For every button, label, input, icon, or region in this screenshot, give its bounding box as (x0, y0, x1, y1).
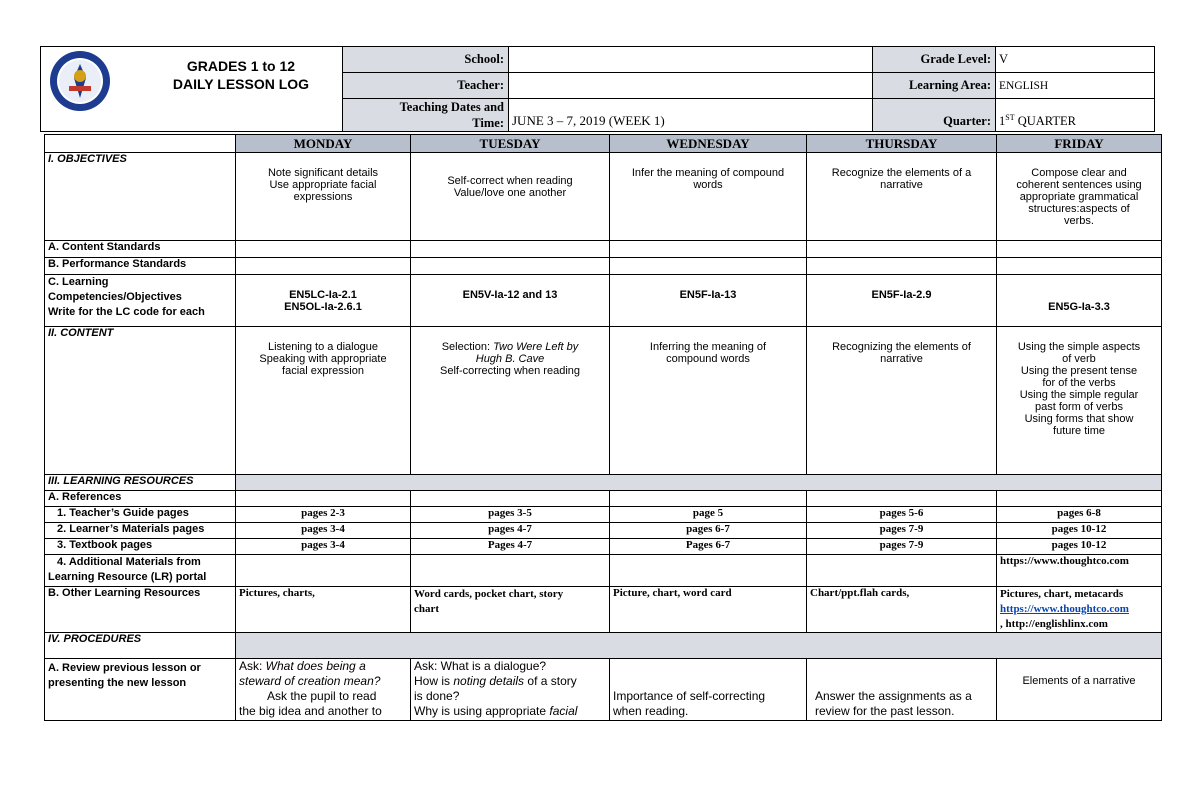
text-line: when reading. (613, 704, 689, 718)
procedures-label: IV. PROCEDURES (45, 633, 236, 659)
day-wednesday: WEDNESDAY (610, 135, 807, 153)
content-friday (997, 327, 1162, 475)
text-line: words (693, 179, 723, 191)
textbook-row (45, 539, 1162, 555)
text-line: expressions (293, 191, 353, 203)
text-line (239, 674, 407, 689)
text-line: Pictures, chart, metacards (1000, 588, 1124, 600)
text-line: Self-correcting when reading (439, 365, 581, 377)
lm-monday: pages 3-4 (236, 523, 411, 539)
tg-wednesday: page 5 (610, 507, 807, 523)
text-line: Listening to a dialogue (267, 341, 379, 353)
learners-materials-row (45, 523, 1162, 539)
quarter-value (996, 99, 1155, 132)
text-line: Self-correct when reading (447, 175, 573, 187)
school-label: School: (343, 47, 509, 73)
text-line: past form of verbs (1034, 401, 1124, 413)
text-line: Speaking with appropriate (259, 353, 387, 365)
content-thursday (807, 327, 997, 475)
objectives-monday (236, 153, 411, 241)
objectives-tuesday (411, 153, 610, 241)
text-line: Using the simple regular (1019, 389, 1139, 401)
text-line: future time (1053, 425, 1105, 437)
content-wednesday (610, 327, 807, 475)
title-line-1: GRADES 1 to 12 (186, 58, 296, 74)
text-line: Compose clear and (1031, 167, 1127, 179)
other-friday (997, 587, 1162, 633)
references-row (45, 491, 1162, 507)
teaching-dates-label-line2: Time: (472, 116, 504, 130)
tg-friday: pages 6-8 (997, 507, 1162, 523)
content-monday (236, 327, 411, 475)
selection-author: Hugh B. Cave (475, 353, 545, 365)
objectives-friday (997, 153, 1162, 241)
tb-thursday: pages 7-9 (807, 539, 997, 555)
text-span: facial (549, 704, 578, 718)
text-line: verbs. (1064, 215, 1094, 227)
tg-thursday: pages 5-6 (807, 507, 997, 523)
text-line (414, 704, 606, 719)
lm-thursday: pages 7-9 (807, 523, 997, 539)
text-line: Recognize the elements of a (831, 167, 972, 179)
ask-question: What does being a (265, 659, 366, 673)
review-monday (236, 659, 411, 721)
tb-friday: pages 10-12 (997, 539, 1162, 555)
text-line: of verb (1062, 353, 1096, 365)
text-line: Value/love one another (453, 187, 567, 199)
days-header-row (45, 135, 1162, 153)
text-line: is done? (414, 689, 460, 703)
additional-materials-label (45, 555, 236, 587)
tg-tuesday: pages 3-5 (411, 507, 610, 523)
objectives-wednesday (610, 153, 807, 241)
competency-thursday: EN5F-Ia-2.9 (807, 275, 997, 327)
other-resources-row (45, 587, 1162, 633)
text-span: of a story (524, 674, 577, 688)
text-span: noting details (453, 674, 525, 688)
text-line: appropriate grammatical (1019, 191, 1139, 203)
lm-tuesday: pages 4-7 (411, 523, 610, 539)
procedures-row (45, 633, 1162, 659)
teachers-guide-row (45, 507, 1162, 523)
text-span: How is (414, 674, 454, 688)
quarter-number: 1 (999, 114, 1006, 128)
selection-title: Two Were Left by (493, 341, 579, 353)
other-resources-label: B. Other Learning Resources (45, 587, 236, 633)
text-line: Using the simple aspects (1017, 341, 1141, 353)
ask-prefix: Ask: (239, 659, 266, 673)
text-line: Ask the pupil to read (267, 689, 377, 703)
day-tuesday: TUESDAY (411, 135, 610, 153)
content-standards-row (45, 241, 1162, 258)
text-line: structures:aspects of (1028, 203, 1130, 215)
quarter-label: Quarter: (873, 99, 996, 132)
learning-resources-row (45, 475, 1162, 491)
teaching-dates-value: JUNE 3 – 7, 2019 (WEEK 1) (509, 99, 873, 132)
learning-area-label: Learning Area: (873, 73, 996, 99)
text-line: Competencies/Objectives (48, 291, 182, 303)
thoughtco-link[interactable]: https://www.thoughtco.com (1000, 603, 1129, 615)
lesson-log-table (44, 134, 1162, 721)
text-line: narrative (880, 179, 923, 191)
header-table (40, 46, 1155, 132)
text-line (414, 341, 606, 353)
content-tuesday (411, 327, 610, 475)
learners-materials-label: 2. Learner’s Materials pages (45, 523, 236, 539)
text-line (239, 659, 407, 674)
performance-standards-label: B. Performance Standards (45, 258, 236, 275)
text-line: 4. Additional Materials from (57, 556, 201, 568)
text-line: Recognizing the elements of (832, 341, 971, 353)
text-line: Word cards, pocket chart, story (414, 588, 564, 600)
text-line: , http://englishlinx.com (1000, 618, 1108, 630)
text-line: Importance of self-correcting (613, 689, 766, 703)
text-line: Answer the assignments as a (815, 689, 972, 703)
text-line: C. Learning (48, 276, 109, 288)
competency-tuesday: EN5V-Ia-12 and 13 (411, 275, 610, 327)
objectives-row (45, 153, 1162, 241)
teacher-label: Teacher: (343, 73, 509, 99)
review-label (45, 659, 236, 721)
text-span: Why is using appropriate (414, 704, 550, 718)
review-tuesday (411, 659, 610, 721)
grade-level-value: V (996, 47, 1155, 73)
text-line: coherent sentences using (1016, 179, 1142, 191)
selection-prefix: Selection: (441, 341, 494, 353)
school-value (509, 47, 873, 73)
text-line: Use appropriate facial (269, 179, 377, 191)
references-label: A. References (45, 491, 236, 507)
lm-wednesday: pages 6-7 (610, 523, 807, 539)
text-line: chart (414, 603, 440, 615)
review-friday: Elements of a narrative (997, 659, 1162, 721)
text-line: Learning Resource (LR) portal (48, 571, 207, 583)
text-line: the big idea and another to (239, 704, 382, 718)
text-line: A. Review previous lesson or (48, 662, 201, 674)
quarter-text: QUARTER (1014, 114, 1076, 128)
content-row (45, 327, 1162, 475)
tb-wednesday: Pages 6-7 (610, 539, 807, 555)
teachers-guide-label: 1. Teacher’s Guide pages (45, 507, 236, 523)
tg-monday: pages 2-3 (236, 507, 411, 523)
teaching-dates-label-line1: Teaching Dates and (399, 100, 504, 114)
review-thursday (807, 659, 997, 721)
other-tuesday (411, 587, 610, 633)
text-line: Inferring the meaning of (649, 341, 767, 353)
competency-monday (236, 275, 411, 327)
text-line: Write for the LC code for each (48, 306, 205, 318)
competencies-label (45, 275, 236, 327)
review-wednesday (610, 659, 807, 721)
teacher-value (509, 73, 873, 99)
other-wednesday: Picture, chart, word card (610, 587, 807, 633)
competency-wednesday: EN5F-Ia-13 (610, 275, 807, 327)
text-line: Infer the meaning of compound (631, 167, 785, 179)
text-line (414, 674, 606, 689)
ask-question: steward of creation mean? (239, 674, 381, 688)
grade-level-label: Grade Level: (873, 47, 996, 73)
text-line: Note significant details (267, 167, 379, 179)
objectives-label: I. OBJECTIVES (45, 153, 236, 241)
other-thursday: Chart/ppt.flah cards, (807, 587, 997, 633)
lm-friday: pages 10-12 (997, 523, 1162, 539)
text-line: narrative (880, 353, 923, 365)
learning-area-value: ENGLISH (996, 73, 1155, 99)
other-monday: Pictures, charts, (236, 587, 411, 633)
review-row (45, 659, 1162, 721)
day-monday: MONDAY (236, 135, 411, 153)
learning-resources-label: III. LEARNING RESOURCES (45, 475, 236, 491)
text-line (414, 353, 606, 365)
text-line: Ask: What is a dialogue? (414, 659, 547, 673)
content-standards-label: A. Content Standards (45, 241, 236, 258)
day-thursday: THURSDAY (807, 135, 997, 153)
text-line: compound words (666, 353, 750, 365)
text-line: for of the verbs (1042, 377, 1116, 389)
additional-materials-row (45, 555, 1162, 587)
performance-standards-row (45, 258, 1162, 275)
textbook-label: 3. Textbook pages (45, 539, 236, 555)
text-line: presenting the new lesson (48, 677, 187, 689)
day-friday: FRIDAY (997, 135, 1162, 153)
additional-materials-friday: https://www.thoughtco.com (997, 555, 1162, 587)
tb-monday: pages 3-4 (236, 539, 411, 555)
text-line: Using forms that show (1024, 413, 1134, 425)
text-line: Using the present tense (1020, 365, 1138, 377)
teaching-dates-label (343, 99, 509, 132)
text-line: EN5LC-Ia-2.1 (289, 288, 357, 301)
text-line: EN5OL-Ia-2.6.1 (284, 300, 362, 313)
competency-friday: EN5G-Ia-3.3 (997, 275, 1162, 327)
text-line: facial expression (282, 365, 364, 377)
content-label: II. CONTENT (45, 327, 236, 475)
title-line-2: DAILY LESSON LOG (172, 76, 310, 92)
quarter-suffix: ST (1005, 112, 1015, 122)
objectives-thursday (807, 153, 997, 241)
competencies-row (45, 275, 1162, 327)
text-line: review for the past lesson. (815, 704, 955, 718)
tb-tuesday: Pages 4-7 (411, 539, 610, 555)
